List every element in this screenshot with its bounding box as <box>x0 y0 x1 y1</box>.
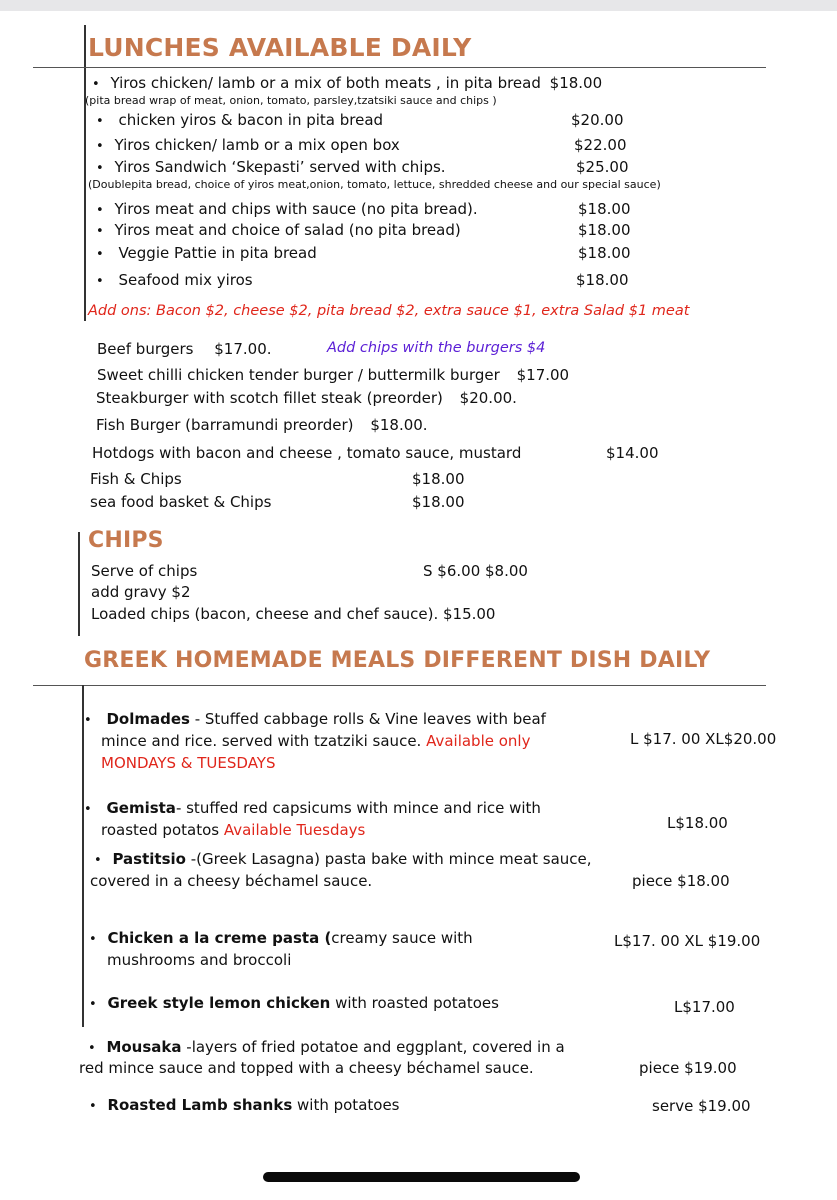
bullet: • <box>92 77 100 92</box>
dish-name: Dolmades <box>106 710 190 728</box>
item-price: $18.00 <box>549 74 603 92</box>
dolmades-line2 <box>101 732 530 750</box>
left-border-top <box>84 25 86 321</box>
sweet-chilli-burger <box>97 366 569 384</box>
item-price: $18.00. <box>370 416 428 434</box>
seafood-basket: sea food basket & Chips <box>90 493 272 511</box>
item-name: Seafood mix yiros <box>118 271 253 289</box>
bullet: • <box>94 853 102 868</box>
dolmades-price: L $17. 00 XL$20.00 <box>630 730 777 748</box>
chicken-creme-price: L$17. 00 XL $19.00 <box>614 932 761 950</box>
fish-chips-price: $18.00 <box>412 470 465 488</box>
mousaka-price: piece $19.00 <box>639 1059 737 1077</box>
lunch-item <box>96 136 400 154</box>
dish-desc: - stuffed red capsicums with mince and rice with <box>175 799 541 817</box>
bullet: • <box>96 139 104 154</box>
dish-name: Chicken a la creme pasta ( <box>107 929 332 947</box>
lunch-item <box>96 200 478 218</box>
bullet: • <box>96 224 104 239</box>
dish-availability: Available Tuesdays <box>223 821 366 839</box>
bullet: • <box>89 932 97 947</box>
bullet: • <box>89 997 97 1012</box>
pastitsio-price: piece $18.00 <box>632 872 730 890</box>
chicken-creme-line2: mushrooms and broccoli <box>107 951 292 969</box>
chicken-creme-line1 <box>89 929 473 947</box>
lunch-item <box>92 74 602 92</box>
item-price: $18.00 <box>578 244 631 262</box>
serve-of-chips: Serve of chips <box>91 562 198 580</box>
item-name: Yiros Sandwich ‘Skepasti’ served with chips. <box>114 158 446 176</box>
serve-of-chips-price: S $6.00 $8.00 <box>423 562 528 580</box>
item-price: $17.00. <box>214 340 272 358</box>
item-name: Fish Burger (barramundi preorder) <box>96 416 354 434</box>
chips-with-burgers-note: Add chips with the burgers $4 <box>327 340 546 356</box>
item-name: Yiros chicken/ lamb or a mix of both meats , in pita bread <box>110 74 541 92</box>
item-price: $18.00 <box>576 271 629 289</box>
lunches-rule <box>33 67 766 68</box>
top-status-strip <box>0 0 837 11</box>
mousaka-line2: red mince sauce and topped with a cheesy béchamel sauce. <box>79 1059 534 1077</box>
lunch-item <box>96 244 317 262</box>
item-name: Yiros meat and choice of salad (no pita bread) <box>114 221 461 239</box>
left-border-chips <box>78 532 80 636</box>
addons-note: Add ons: Bacon $2, cheese $2, pita bread $2, extra sauce $1, extra Salad $1 meat <box>88 303 690 319</box>
item-price: $20.00 <box>571 111 624 129</box>
dish-name: Pastitsio <box>112 850 186 868</box>
pastitsio-line2: covered in a cheesy béchamel sauce. <box>90 872 373 890</box>
dish-desc: with roasted potatoes <box>330 994 499 1012</box>
bullet: • <box>96 247 104 262</box>
item-name: Beef burgers <box>97 340 194 358</box>
dish-desc: -(Greek Lasagna) pasta bake with mince meat sauce, <box>185 850 592 868</box>
dish-desc: with potatoes <box>292 1096 400 1114</box>
dish-name: Gemista <box>106 799 176 817</box>
greek-rule <box>33 685 766 686</box>
lemon-chicken-line <box>89 994 499 1012</box>
item-name: Sweet chilli chicken tender burger / buttermilk burger <box>97 366 500 384</box>
gemista-line1 <box>84 799 541 817</box>
bullet: • <box>96 203 104 218</box>
dish-desc: - Stuffed cabbage rolls & Vine leaves with beaf <box>189 710 546 728</box>
item-price: $25.00 <box>576 158 629 176</box>
dish-desc: -layers of fried potatoe and eggplant, covered in a <box>181 1038 565 1056</box>
lunch-item <box>96 158 446 176</box>
lunch-item <box>96 111 383 129</box>
lunch-item <box>96 271 253 289</box>
dish-desc: mince and rice. served with tzatziki sauce. <box>101 732 427 750</box>
steak-burger <box>96 389 517 407</box>
home-indicator[interactable] <box>263 1172 580 1182</box>
bullet: • <box>88 1041 96 1056</box>
item-price: $18.00 <box>578 200 631 218</box>
lunch-note: (Doublepita bread, choice of yiros meat,onion, tomato, lettuce, shredded cheese and our special sauce) <box>88 178 661 191</box>
chips-title: CHIPS <box>88 528 164 553</box>
item-price: $18.00 <box>578 221 631 239</box>
seafood-basket-price: $18.00 <box>412 493 465 511</box>
item-name: Veggie Pattie in pita bread <box>118 244 317 262</box>
dolmades-days: MONDAYS & TUESDAYS <box>101 754 276 772</box>
greek-title: GREEK HOMEMADE MEALS DIFFERENT DISH DAILY <box>84 648 711 673</box>
fish-chips: Fish & Chips <box>90 470 182 488</box>
pastitsio-line1 <box>94 850 592 868</box>
dish-availability: Available only <box>426 732 531 750</box>
hotdogs-price: $14.00 <box>606 444 659 462</box>
gemista-line2 <box>101 821 365 839</box>
dish-desc: roasted potatos <box>101 821 224 839</box>
lunches-title: LUNCHES AVAILABLE DAILY <box>88 33 472 62</box>
hotdogs: Hotdogs with bacon and cheese , tomato sauce, mustard <box>92 444 522 462</box>
lamb-shanks-price: serve $19.00 <box>652 1097 751 1115</box>
dish-name: Greek style lemon chicken <box>107 994 331 1012</box>
lamb-shanks-line <box>89 1096 399 1114</box>
dish-desc: creamy sauce with <box>331 929 473 947</box>
bullet: • <box>89 1099 97 1114</box>
gemista-price: L$18.00 <box>667 814 728 832</box>
item-name: Yiros meat and chips with sauce (no pita bread). <box>114 200 478 218</box>
left-border-greek <box>82 685 84 1027</box>
bullet: • <box>84 802 92 817</box>
item-name: Steakburger with scotch fillet steak (preorder) <box>96 389 443 407</box>
mousaka-line1 <box>88 1038 565 1056</box>
bullet: • <box>96 114 104 129</box>
add-gravy: add gravy $2 <box>91 583 191 601</box>
bullet: • <box>96 274 104 289</box>
item-name: Yiros chicken/ lamb or a mix open box <box>114 136 400 154</box>
item-price: $17.00 <box>516 366 570 384</box>
dish-name: Mousaka <box>106 1038 182 1056</box>
item-price: $22.00 <box>574 136 627 154</box>
loaded-chips: Loaded chips (bacon, cheese and chef sauce). $15.00 <box>91 605 496 623</box>
dish-name: Roasted Lamb shanks <box>107 1096 293 1114</box>
lunch-note: (pita bread wrap of meat, onion, tomato, parsley,tzatsiki sauce and chips ) <box>85 94 497 107</box>
lemon-chicken-price: L$17.00 <box>674 998 735 1016</box>
lunch-item <box>96 221 461 239</box>
item-name: chicken yiros & bacon in pita bread <box>118 111 384 129</box>
bullet: • <box>84 713 92 728</box>
beef-burgers <box>97 340 272 358</box>
dolmades-line1 <box>84 710 546 728</box>
fish-burger <box>96 416 428 434</box>
item-price: $20.00. <box>459 389 517 407</box>
bullet: • <box>96 161 104 176</box>
